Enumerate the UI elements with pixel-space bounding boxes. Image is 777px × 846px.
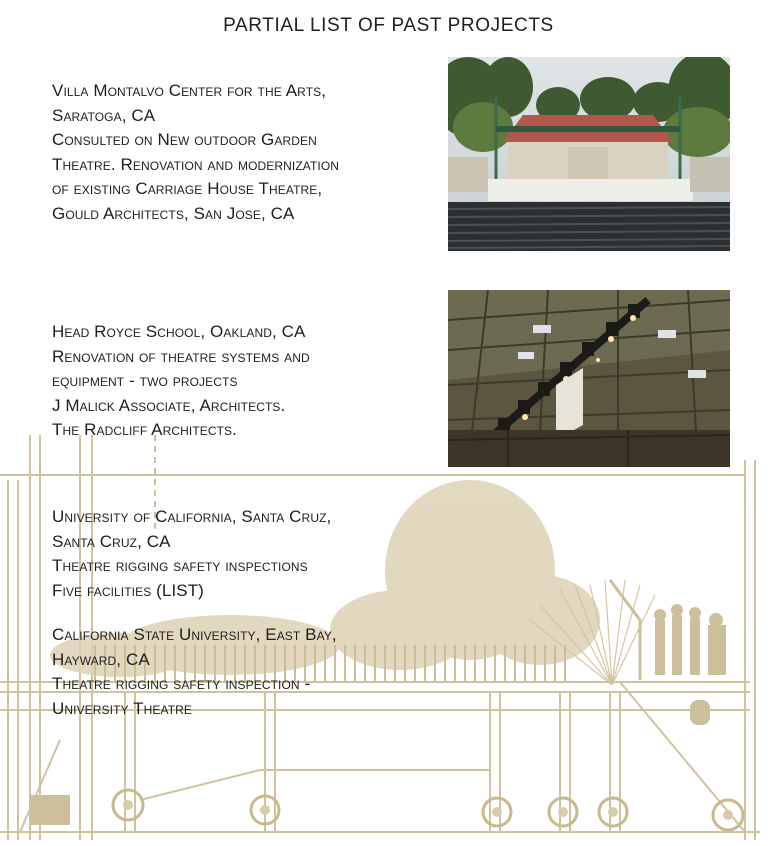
page-title: PARTIAL LIST OF PAST PROJECTS bbox=[223, 15, 554, 36]
project-line: The Radcliff Architects. bbox=[52, 420, 237, 439]
project-uc-santa-cruz bbox=[52, 505, 442, 603]
project-line: Theatre rigging safety inspections bbox=[52, 556, 308, 575]
project-line: Theatre rigging safety inspection - bbox=[52, 674, 311, 693]
project-line: University of California, Santa Cruz, bbox=[52, 507, 332, 526]
outdoor-garden-theatre-photo bbox=[448, 57, 730, 251]
theatre-lighting-rig-photo bbox=[448, 290, 730, 467]
project-line: J Malick Associate, Architects. bbox=[52, 395, 286, 415]
project-line: Santa Cruz, CA bbox=[52, 531, 171, 551]
project-line: Renovation of theatre systems and bbox=[52, 346, 310, 366]
project-line: University Theatre bbox=[52, 698, 193, 718]
project-line: Head Royce School, Oakland, CA bbox=[52, 322, 306, 341]
project-villa-montalvo bbox=[52, 79, 442, 226]
project-line: Hayward, CA bbox=[52, 649, 150, 669]
project-csu-east-bay bbox=[52, 623, 442, 721]
project-head-royce bbox=[52, 320, 442, 443]
project-line: of existing Carriage House Theatre, bbox=[52, 179, 323, 198]
project-line: Villa Montalvo Center for the Arts, bbox=[52, 81, 327, 100]
project-line: equipment - two projects bbox=[52, 371, 238, 390]
project-line: Consulted on New outdoor Garden bbox=[52, 130, 317, 149]
project-line: Saratoga, CA bbox=[52, 105, 156, 125]
project-line: Five facilities (LIST) bbox=[52, 580, 204, 600]
project-line: California State University, East Bay, bbox=[52, 625, 337, 644]
project-line: Gould Architects, San Jose, CA bbox=[52, 203, 295, 223]
project-line: Theatre. Renovation and modernization bbox=[52, 154, 340, 174]
